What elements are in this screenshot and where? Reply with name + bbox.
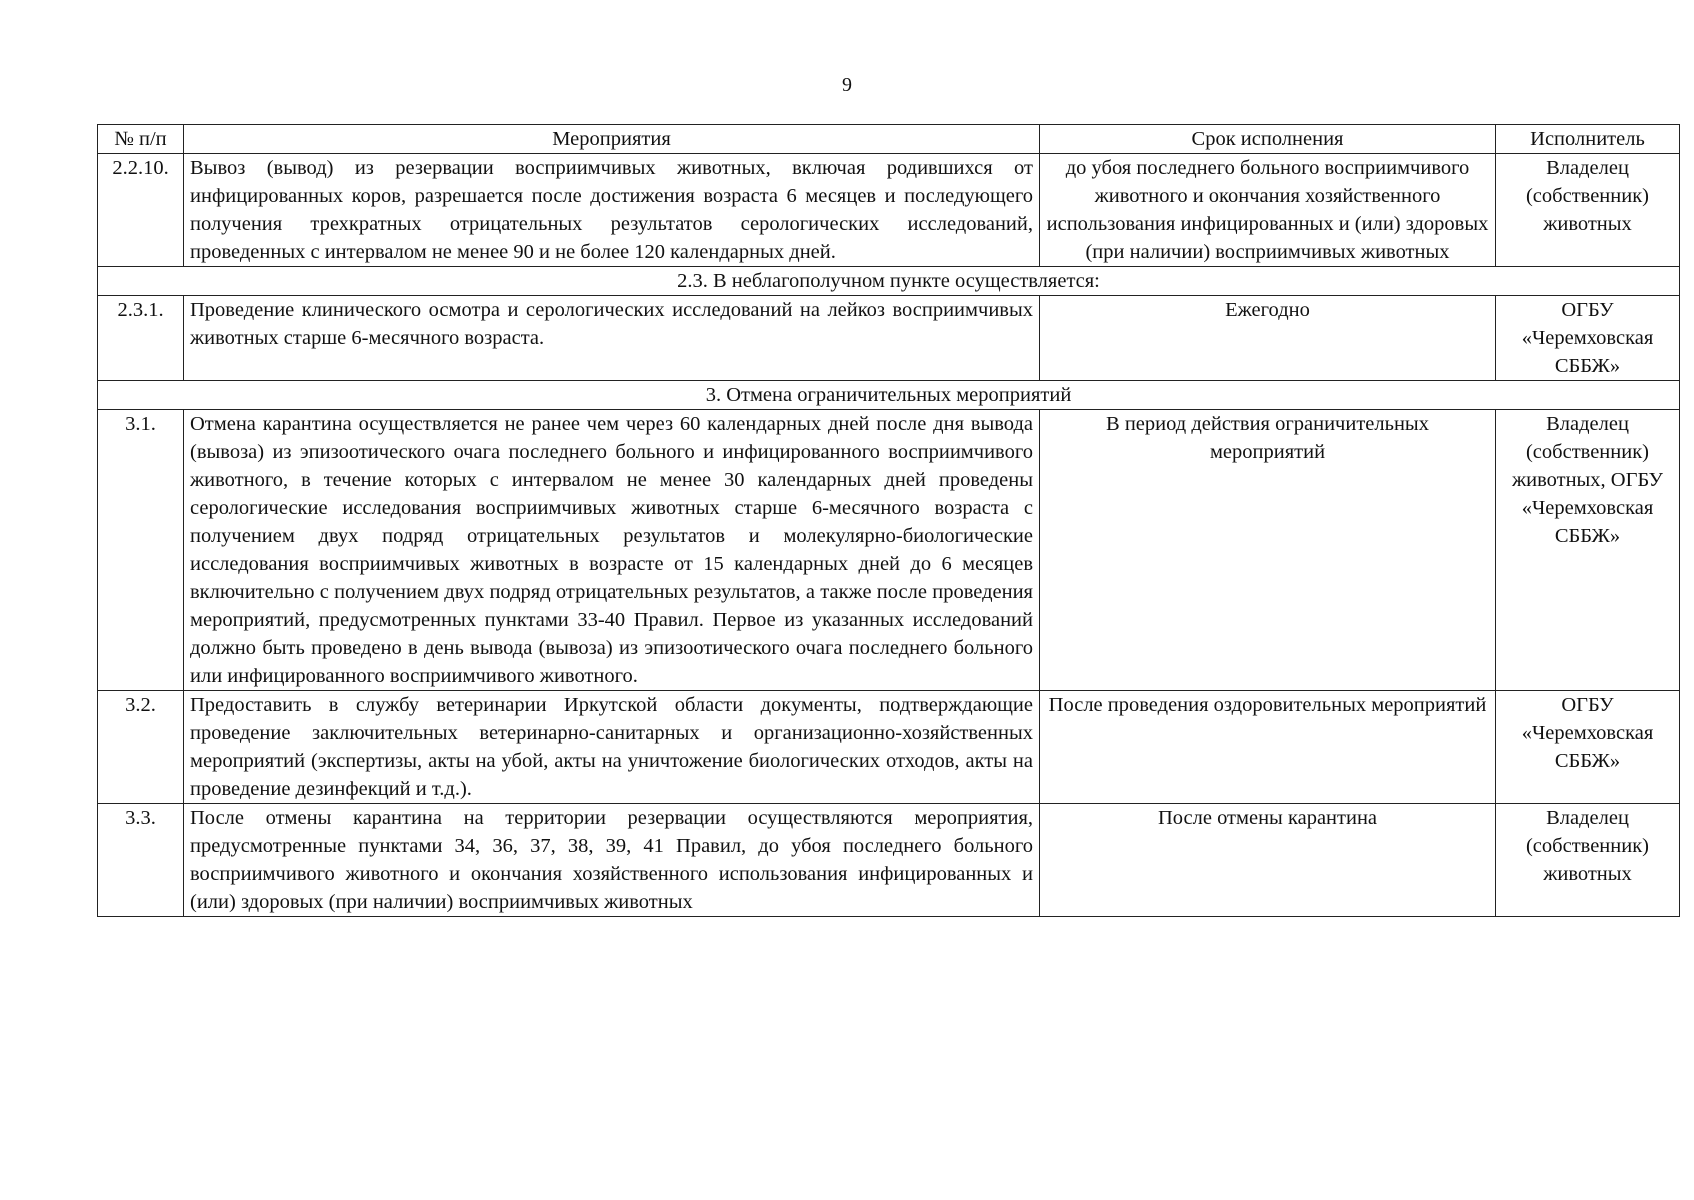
row-activity: Отмена карантина осуществляется не ранее чем через 60 календарных дней после дня вывода (вывоза) из эпизоотического очага последнего больного и инфицированного восприимчивого животного, в течение которых с интервалом не менее 30 календарных дней проведены серологические исследования восприимчивых животных старше 6-месячного возраста с получением двух подряд отрицательных результатов и молекулярно-биологические исследования восприимчивых животных в возрасте от 15 календарных дней до 6 месяцев включительно с получением двух подряд отрицательных результатов, а также после проведения мероприятий, предусмотренных пунктами 33-40 Правил. Первое из указанных исследований должно быть проведено в день вывода (вывоза) из эпизоотического очага последнего больного или инфицированного восприимчивого животного. xyxy=(184,410,1040,691)
section-heading-2-3: 2.3. В неблагополучном пункте осуществляется: xyxy=(98,267,1680,296)
header-term: Срок исполнения xyxy=(1040,125,1496,154)
row-term: В период действия ограничительных мероприятий xyxy=(1040,410,1496,691)
row-term: до убоя последнего больного восприимчивого животного и окончания хозяйственного использования инфицированных и (или) здоровых (при наличии) восприимчивых животных xyxy=(1040,154,1496,267)
row-num: 2.3.1. xyxy=(98,296,184,381)
row-term: Ежегодно xyxy=(1040,296,1496,381)
table-row xyxy=(98,154,1680,267)
section-row-2-3 xyxy=(98,267,1680,296)
measures-table xyxy=(97,124,1680,917)
table-row xyxy=(98,410,1680,691)
row-num: 3.2. xyxy=(98,691,184,804)
row-num: 2.2.10. xyxy=(98,154,184,267)
row-activity: После отмены карантина на территории резервации осуществляются мероприятия, предусмотренные пунктами 34, 36, 37, 38, 39, 41 Правил, до убоя последнего больного восприимчивого животного и окончания хозяйственного использования инфицированных и (или) здоровых (при наличии) восприимчивых животных xyxy=(184,804,1040,917)
row-activity: Вывоз (вывод) из резервации восприимчивых животных, включая родившихся от инфицированных коров, разрешается после достижения возраста 6 месяцев и последующего получения трехкратных отрицательных результатов серологических исследований, проведенных с интервалом не менее 90 и не более 120 календарных дней. xyxy=(184,154,1040,267)
row-term: После проведения оздоровительных мероприятий xyxy=(1040,691,1496,804)
row-executor: ОГБУ «Черемховская СББЖ» xyxy=(1496,296,1680,381)
row-executor: Владелец (собственник) животных, ОГБУ «Черемховская СББЖ» xyxy=(1496,410,1680,691)
row-executor: Владелец (собственник) животных xyxy=(1496,154,1680,267)
row-executor: Владелец (собственник) животных xyxy=(1496,804,1680,917)
table-header-row xyxy=(98,125,1680,154)
table-row xyxy=(98,296,1680,381)
header-activity: Мероприятия xyxy=(184,125,1040,154)
row-num: 3.3. xyxy=(98,804,184,917)
row-executor: ОГБУ «Черемховская СББЖ» xyxy=(1496,691,1680,804)
row-activity: Проведение клинического осмотра и серологических исследований на лейкоз восприимчивых животных старше 6-месячного возраста. xyxy=(184,296,1040,381)
row-term: После отмены карантина xyxy=(1040,804,1496,917)
row-activity: Предоставить в службу ветеринарии Иркутской области документы, подтверждающие проведение заключительных ветеринарно-санитарных и организационно-хозяйственных мероприятий (экспертизы, акты на убой, акты на уничтожение биологических отходов, акты на проведение дезинфекций и т.д.). xyxy=(184,691,1040,804)
page-number: 9 xyxy=(842,74,852,96)
table-row xyxy=(98,804,1680,917)
row-num: 3.1. xyxy=(98,410,184,691)
section-heading-3: 3. Отмена ограничительных мероприятий xyxy=(98,381,1680,410)
header-num: № п/п xyxy=(98,125,184,154)
table-row xyxy=(98,691,1680,804)
header-executor: Исполнитель xyxy=(1496,125,1680,154)
section-row-3 xyxy=(98,381,1680,410)
